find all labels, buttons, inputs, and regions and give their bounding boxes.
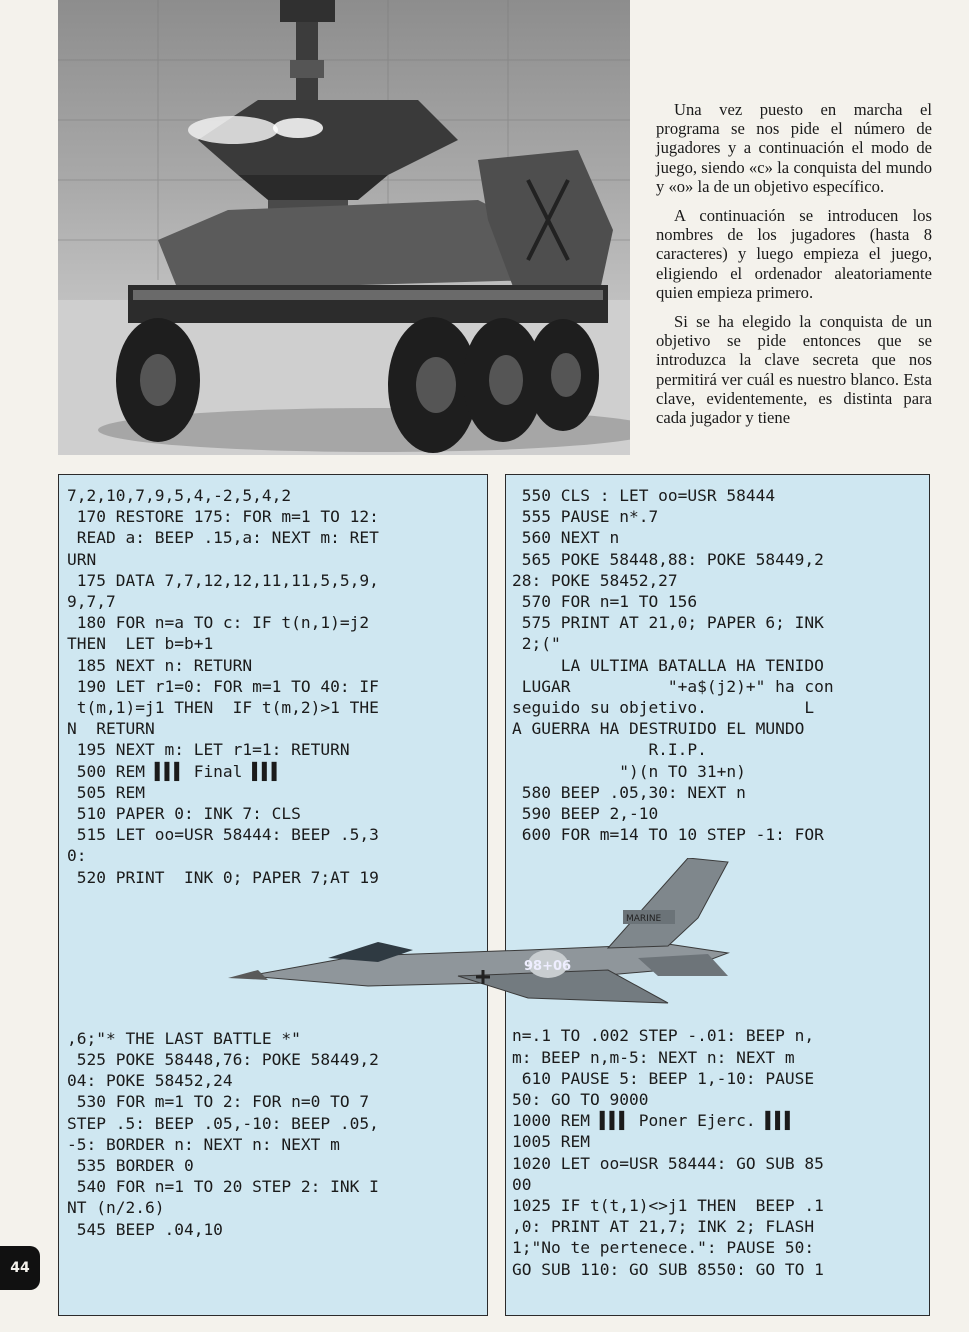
code-line: URN [67,549,97,569]
code-line: 540 FOR n=1 TO 20 STEP 2: INK I [67,1177,379,1197]
code-line: ")(n TO 31+n) [512,761,746,781]
code-line: 195 NEXT m: LET r1=1: RETURN [67,740,350,760]
code-line: 545 BEEP .04,10 [67,1219,223,1239]
aircraft-tail-text: MARINE [626,914,662,924]
code-line: 04: POKE 58452,24 [67,1071,233,1091]
listing-top-lines [512,485,929,845]
article-text [656,100,932,437]
page-number: 44 [10,1260,30,1276]
code-line: 175 DATA 7,7,12,12,11,11,5,5,9, [67,570,379,590]
code-line: 1000 REM ▌▌▌ Poner Ejerc. ▌▌▌ [512,1111,795,1131]
code-line: 50: GO TO 9000 [512,1090,649,1110]
code-line: STEP .5: BEEP .05,-10: BEEP .05, [67,1113,379,1133]
article-paragraph: Si se ha elegido la conquista de un objetivo se pide entonces que se introduzca la clave secreta que nos permitirá ver cuál es nuestro blanco. Esta clave, evidentemente, es distinta para cada jugador y tiene [656,312,932,428]
code-line: 28: POKE 58452,27 [512,570,678,590]
code-line: R.I.P. [512,740,707,760]
code-line: 9,7,7 [67,592,116,612]
code-line: 1020 LET oo=USR 58444: GO SUB 85 [512,1153,824,1173]
code-line: ,0: PRINT AT 21,7; INK 2; FLASH [512,1217,815,1237]
code-line: -5: BORDER n: NEXT n: NEXT m [67,1134,340,1154]
code-line: 555 PAUSE n*.7 [512,507,659,527]
code-line: 00 [512,1174,532,1194]
code-line: LUGAR "+a$(j2)+" ha con [512,676,834,696]
code-line: 515 LET oo=USR 58444: BEEP .5,3 [67,825,379,845]
code-line: 2;(" [512,634,561,654]
code-line: 610 PAUSE 5: BEEP 1,-10: PAUSE [512,1068,815,1088]
code-line: READ a: BEEP .15,a: NEXT m: RET [67,528,379,548]
code-line: 570 FOR n=1 TO 156 [512,592,698,612]
code-line: 190 LET r1=0: FOR m=1 TO 40: IF [67,676,379,696]
code-line: 0: [67,846,87,866]
code-line: 520 PRINT INK 0; PAPER 7;AT 19 [67,867,379,887]
code-line: 180 FOR n=a TO c: IF t(n,1)=j2 [67,613,370,633]
code-line: 535 BORDER 0 [67,1156,194,1176]
code-line: ,6;"* THE LAST BATTLE *" [67,1028,301,1048]
code-line: 170 RESTORE 175: FOR m=1 TO 12: [67,507,379,527]
article-paragraph: Una vez puesto en marcha el programa se nos pide el número de jugadores y a continuación el modo de juego, siendo «c» la conquista del mundo y «o» la de un objetivo específico. [656,100,932,196]
code-line: 560 NEXT n [512,528,620,548]
listing-bottom-lines [512,1025,929,1279]
code-line: 600 FOR m=14 TO 10 STEP -1: FOR [512,825,824,845]
code-line: 1005 REM [512,1132,590,1152]
fighter-jet-illustration [228,858,748,1018]
code-line: t(m,1)=j1 THEN IF t(m,2)>1 THE [67,698,379,718]
article-paragraph: A continuación se introducen los nombres de los jugadores (hasta 8 caracteres) y luego empieza el juego, eligiendo el ordenador aleatoriamente quien empieza primero. [656,206,932,302]
aircraft-fuselage-text: 98+06 [524,959,572,974]
code-line: 530 FOR m=1 TO 2: FOR n=0 TO 7 [67,1092,370,1112]
code-line: 565 POKE 58448,88: POKE 58449,2 [512,549,824,569]
code-line: LA ULTIMA BATALLA HA TENIDO [512,655,824,675]
code-line: 7,2,10,7,9,5,4,-2,5,4,2 [67,486,292,505]
code-line: 550 CLS : LET oo=USR 58444 [512,486,776,505]
code-line: 1;"No te pertenece.": PAUSE 50: [512,1238,815,1258]
code-line: THEN LET b=b+1 [67,634,214,654]
code-line: A GUERRA HA DESTRUIDO EL MUNDO [512,719,805,739]
code-line: N RETURN [67,719,155,739]
code-line: 590 BEEP 2,-10 [512,804,659,824]
code-line: seguido su objetivo. L [512,698,815,718]
code-line: 185 NEXT n: RETURN [67,655,253,675]
code-line: 1025 IF t(t,1)<>j1 THEN BEEP .1 [512,1196,824,1216]
code-line: NT (n/2.6) [67,1198,165,1218]
code-line: n=.1 TO .002 STEP -.01: BEEP n, [512,1026,815,1046]
code-line: 525 POKE 58448,76: POKE 58449,2 [67,1050,379,1070]
code-line: 510 PAPER 0: INK 7: CLS [67,804,301,824]
code-line: 575 PRINT AT 21,0; PAPER 6; INK [512,613,824,633]
listing-top-lines [67,485,487,888]
code-line: 580 BEEP .05,30: NEXT n [512,782,746,802]
code-line: GO SUB 110: GO SUB 8550: GO TO 1 [512,1259,824,1279]
listing-bottom-lines [67,1028,487,1240]
code-line: 505 REM [67,782,145,802]
page-number-badge [0,1246,40,1290]
code-line: 500 REM ▌▌▌ Final ▌▌▌ [67,761,282,781]
code-line: m: BEEP n,m-5: NEXT n: NEXT m [512,1047,795,1067]
robot-vehicle-photo [58,0,630,455]
